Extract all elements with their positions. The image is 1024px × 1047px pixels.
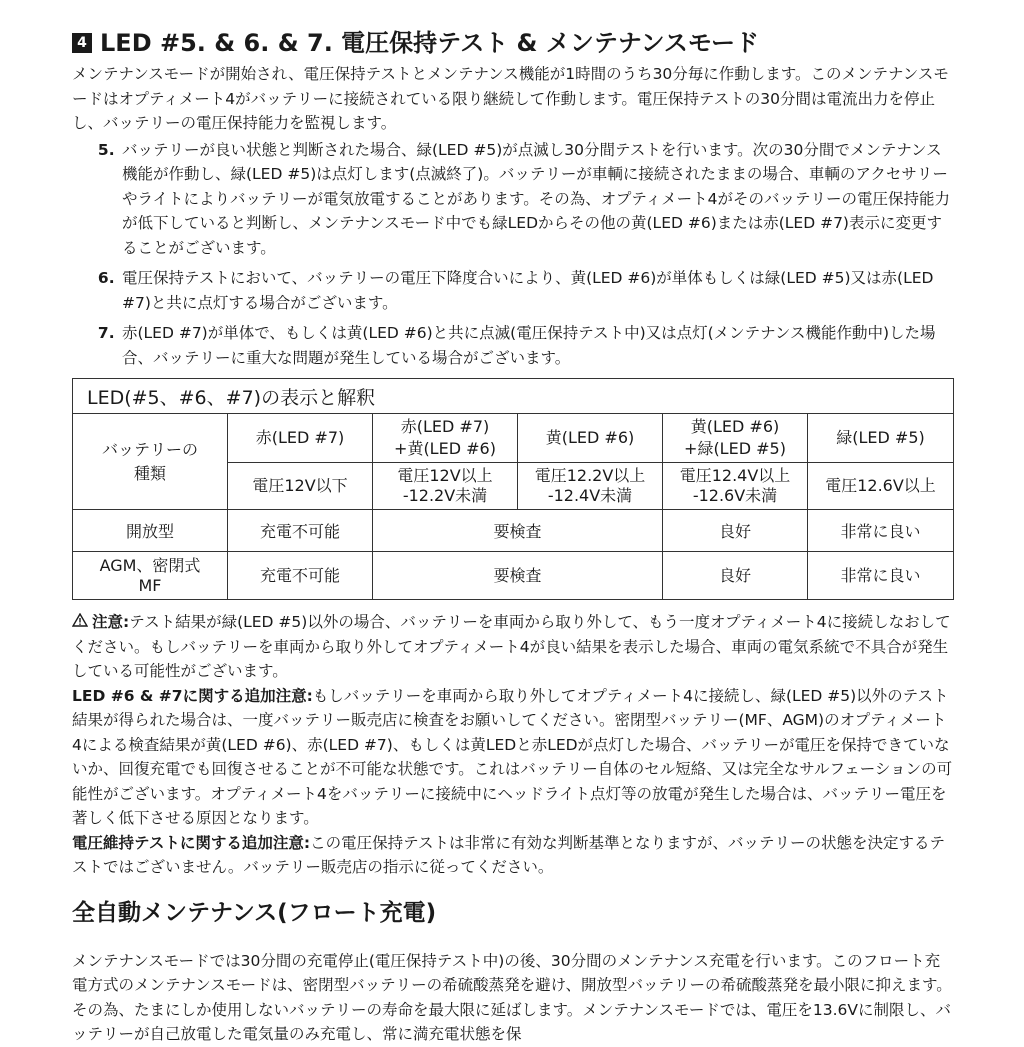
led-header-red-yellow: 赤(LED #7) +黄(LED #6) (373, 414, 518, 463)
list-item: 7. 赤(LED #7)が単体で、もしくは黄(LED #6)と共に点滅(電圧保持テスト中)又は点灯(メンテナンス機能作動中)した場合、バッテリーに重大な問題が発生している場合がございます。 (120, 321, 954, 370)
warning-icon (72, 610, 88, 635)
result-cell: 充電不可能 (228, 510, 373, 552)
voltage-note (72, 831, 954, 880)
led-header-green: 緑(LED #5) (808, 414, 954, 463)
result-cell: 非常に良い (808, 552, 954, 600)
table-row (73, 510, 954, 552)
section-intro: メンテナンスモードが開始され、電圧保持テストとメンテナンス機能が1時間のうち30分毎に作動します。このメンテナンスモードはオプティメート4がバッテリーに接続されている限り継続して作動します。電圧保持テストの30分間は電流出力を停止し、バッテリーの電圧保持能力を監視します。 (72, 65, 949, 132)
result-cell: 要検査 (373, 552, 663, 600)
table-caption: LED(#5、#6、#7)の表示と解釈 (73, 379, 954, 414)
section-title: LED #5. & 6. & 7. 電圧保持テスト & メンテナンスモード (100, 29, 759, 57)
led-header-yellow-green: 黄(LED #6) +緑(LED #5) (663, 414, 808, 463)
result-cell: 良好 (663, 552, 808, 600)
caution-text: テスト結果が緑(LED #5)以外の場合、バッテリーを車両から取り外して、もう一度オプティメート4に接続しなおしてください。もしバッテリーを車両から取り外してオプティメート4が良い結果を表示した場合、車両の電気系統で不具合が発生している可能性がございます。 (72, 613, 951, 680)
caution-note (72, 610, 954, 684)
led-note-label: LED #6 & #7に関する追加注意: (72, 686, 313, 705)
section2-text: メンテナンスモードでは30分間の充電停止(電圧保持テスト中)の後、30分間のメンテナンス充電を行います。このフロート充電方式のメンテナンスモードは、密閉型バッテリーの希硫酸蒸発を避け、開放型バッテリーの希硫酸蒸発を最小限に抑えます。その為、たまにしか使用しないバッテリーの寿命を最大限に延ばします。メンテナンスモードでは、電圧を13.6Vに制限し、バッテリーが自己放電した電気量のみ充電し、常に満充電状態を保 (72, 951, 952, 1044)
led-item-list (72, 138, 954, 371)
result-cell: 良好 (663, 510, 808, 552)
voltage-note-label: 電圧維持テストに関する追加注意: (72, 833, 311, 852)
led-note (72, 684, 954, 831)
list-item: 5. バッテリーが良い状態と判断された場合、緑(LED #5)が点滅し30分間テストを行います。次の30分間でメンテナンス機能が作動し、緑(LED #5)は点灯します(点滅終了)。バッテリーが車輌に接続されたままの場合、車輌のアクセサリーやライトによりバッテリーが電気放電することがあります。その為、オプティメート4がそのバッテリーの電圧保持能力が低下していると判断し、メンテナンスモード中でも緑LEDからその他の黄(LED #6)または赤(LED #7)表示に変更することがございます。 (120, 138, 954, 261)
voltage-range-3: 電圧12.2V以上 -12.4V未満 (518, 463, 663, 510)
voltage-range-4: 電圧12.4V以上 -12.6V未満 (663, 463, 808, 510)
list-item: 6. 電圧保持テストにおいて、バッテリーの電圧下降度合いにより、黄(LED #6)が単体もしくは緑(LED #5)又は赤(LED #7)と共に点灯する場合がございます。 (120, 266, 954, 315)
battery-type-agm: AGM、密閉式 MF (73, 552, 228, 600)
result-cell: 充電不可能 (228, 552, 373, 600)
result-cell: 非常に良い (808, 510, 954, 552)
led-note-text: もしバッテリーを車両から取り外してオプティメート4に接続し、緑(LED #5)以外のテスト結果が得られた場合は、一度バッテリー販売店に検査をお願いしてください。密閉型バッテリー(MF、AGM)のオプティメート4による検査結果が黄(LED #6)、赤(LED #7)、もしくは黄LEDと赤LEDが点灯した場合、バッテリーが電圧を保持できていないか、回復充電でも回復させることが不可能な状態です。これはバッテリー自体のセル短絡、又は完全なサルフェーションの可能性がございます。オプティメート4をバッテリーに接続中にヘッドライト点灯等の放電が発生した場合は、バッテリー電圧を著しく低下させる原因となります。 (72, 686, 953, 827)
voltage-range-5: 電圧12.6V以上 (808, 463, 954, 510)
manual-page (72, 26, 954, 1047)
table-row (73, 552, 954, 600)
section-number: 4 (72, 33, 92, 53)
led-interpretation-table (72, 378, 954, 600)
caution-label: 注意: (92, 613, 130, 631)
voltage-note-text: この電圧保持テストは非常に有効な判断基準となりますが、バッテリーの状態を決定するテストではございません。バッテリー販売店の指示に従ってください。 (72, 833, 945, 876)
battery-type-header: バッテリーの 種類 (73, 414, 228, 510)
voltage-range-2: 電圧12V以上 -12.2V未満 (373, 463, 518, 510)
led-header-yellow: 黄(LED #6) (518, 414, 663, 463)
led-header-red: 赤(LED #7) (228, 414, 373, 463)
section-heading (72, 26, 954, 60)
voltage-range-1: 電圧12V以下 (228, 463, 373, 510)
result-cell: 要検査 (373, 510, 663, 552)
section2-title: 全自動メンテナンス(フロート充電) (72, 899, 437, 926)
battery-type-open: 開放型 (73, 510, 228, 552)
notes-block (72, 610, 954, 880)
